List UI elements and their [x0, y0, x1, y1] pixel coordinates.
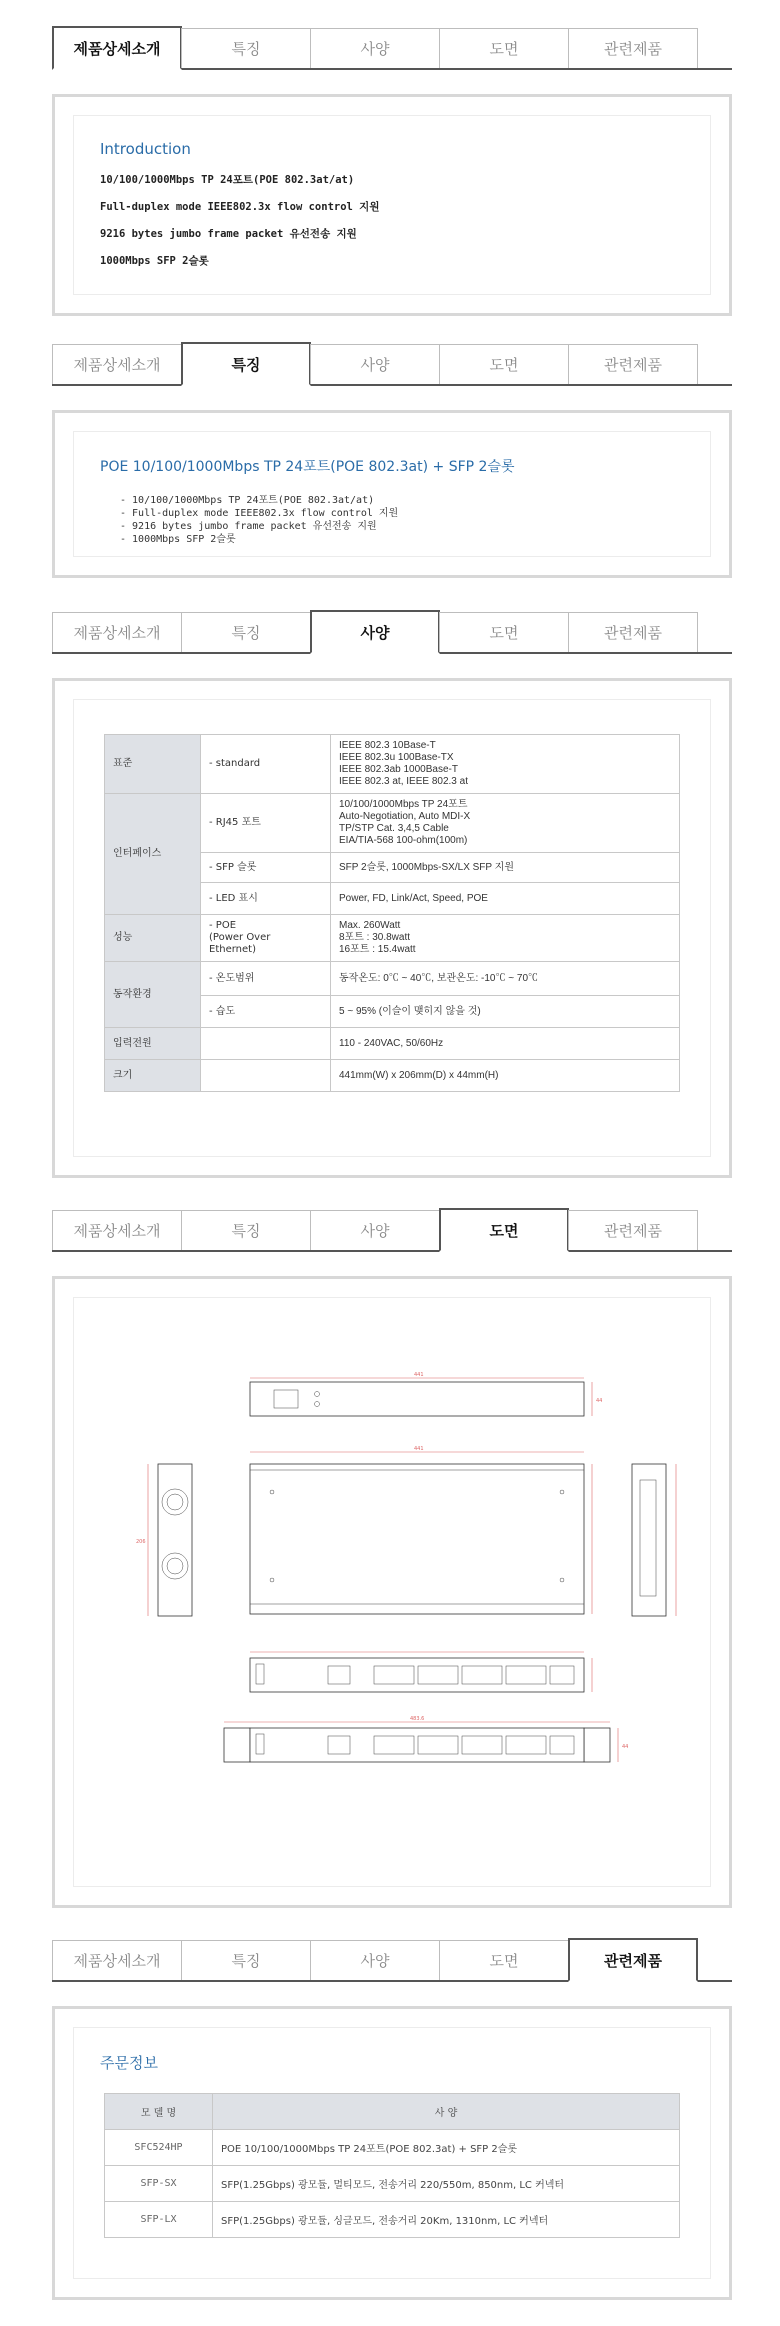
model-name: SFP-LX — [105, 2202, 213, 2238]
table-row — [105, 2166, 680, 2202]
intro-box — [52, 94, 732, 316]
spec-subcategory: - 습도 — [201, 996, 331, 1028]
spec-subcategory: - RJ45 포트 — [201, 794, 331, 853]
intro-line: 9216 bytes jumbo frame packet 유선전송 지원 — [100, 228, 357, 240]
column-header: 모 델 명 — [105, 2094, 213, 2130]
spec-row — [105, 735, 680, 794]
spec-value: 441mm(W) x 206mm(D) x 44mm(H) — [331, 1060, 680, 1092]
tab-bar — [52, 612, 732, 654]
tab-related-products[interactable]: 관련제품 — [568, 1210, 698, 1250]
dim-label: 441 — [414, 1372, 424, 1378]
tab-specs[interactable]: 사양 — [310, 28, 440, 68]
intro-line: Full-duplex mode IEEE802.3x flow control 지원 — [100, 201, 380, 213]
spec-row — [105, 962, 680, 996]
spec-value: 5 ~ 95% (이슬이 맺히지 않을 것) — [331, 996, 680, 1028]
tab-related-products[interactable]: 관련제품 — [568, 612, 698, 652]
spec-value-line: EIA/TIA-568 100-ohm(100m) — [339, 835, 468, 846]
tab-drawing[interactable]: 도면 — [439, 1940, 569, 1980]
tab-product-detail[interactable]: 제품상세소개 — [52, 1210, 182, 1250]
model-spec: POE 10/100/1000Mbps TP 24포트(POE 802.3at) + SFP 2슬롯 — [213, 2130, 680, 2166]
spec-category: 입력전원 — [105, 1028, 201, 1060]
drawing-box — [52, 1276, 732, 1908]
right-side-drawing — [632, 1464, 676, 1616]
dim-label: 206 — [136, 1539, 146, 1545]
technical-drawing — [74, 1298, 710, 1886]
tab-bar — [52, 28, 732, 70]
dim-label: 441 — [414, 1446, 424, 1452]
order-table — [104, 2093, 680, 2238]
section-features — [52, 344, 732, 578]
tab-bar — [52, 344, 732, 386]
tab-related-products[interactable]: 관련제품 — [568, 1938, 698, 1982]
spec-row — [105, 794, 680, 853]
tab-specs[interactable]: 사양 — [310, 610, 440, 654]
section-specs — [52, 612, 732, 1178]
spec-value-line: IEEE 802.3 at, IEEE 802.3 at — [339, 776, 468, 787]
spec-value-line: Auto-Negotiation, Auto MDI-X — [339, 811, 471, 822]
spec-value-line: IEEE 802.3ab 1000Base-T — [339, 764, 458, 775]
intro-title: Introduction — [100, 140, 191, 158]
spec-value: 110 - 240VAC, 50/60Hz — [331, 1028, 680, 1060]
feature-item: - 1000Mbps SFP 2슬롯 — [120, 534, 236, 545]
spec-category: 표준 — [105, 735, 201, 794]
spec-value-line: 10/100/1000Mbps TP 24포트 — [339, 799, 468, 810]
spec-table — [104, 734, 680, 1092]
dim-label: 44 — [622, 1744, 629, 1750]
spec-subcategory: - LED 표시 — [201, 883, 331, 915]
feature-item: - 9216 bytes jumbo frame packet 유선전송 지원 — [120, 521, 377, 532]
spec-subcategory: - SFP 슬롯 — [201, 853, 331, 883]
table-row — [105, 2130, 680, 2166]
tab-features[interactable]: 특징 — [181, 342, 311, 386]
tab-drawing[interactable]: 도면 — [439, 28, 569, 68]
spec-category: 성능 — [105, 915, 201, 962]
section-drawing — [52, 1210, 732, 1908]
front-view-rack-drawing — [224, 1716, 628, 1762]
spec-value-line: Max. 260Watt — [339, 920, 401, 931]
tab-features[interactable]: 특징 — [181, 612, 311, 652]
tab-specs[interactable]: 사양 — [310, 1210, 440, 1250]
spec-value-line: 16포트 : 15.4watt — [339, 944, 416, 955]
section-related-products — [52, 1940, 732, 2300]
top-view-drawing — [250, 1446, 592, 1614]
tab-specs[interactable]: 사양 — [310, 1940, 440, 1980]
tab-features[interactable]: 특징 — [181, 1940, 311, 1980]
rear-view-drawing — [250, 1372, 602, 1416]
spec-row — [105, 1028, 680, 1060]
spec-value-line: IEEE 802.3 10Base-T — [339, 740, 436, 751]
spec-value — [331, 915, 680, 962]
tab-drawing[interactable]: 도면 — [439, 612, 569, 652]
spec-subcategory — [201, 1060, 331, 1092]
section-introduction — [52, 28, 732, 316]
order-title: 주문정보 — [100, 2054, 158, 2072]
spec-subcategory — [201, 1028, 331, 1060]
spec-value: Power, FD, Link/Act, Speed, POE — [331, 883, 680, 915]
tab-specs[interactable]: 사양 — [310, 344, 440, 384]
tab-bar — [52, 1940, 732, 1982]
spec-subcategory: - 온도범위 — [201, 962, 331, 996]
spec-value-line: TP/STP Cat. 3,4,5 Cable — [339, 823, 449, 834]
spec-value: SFP 2슬롯, 1000Mbps-SX/LX SFP 지원 — [331, 853, 680, 883]
model-spec: SFP(1.25Gbps) 광모듈, 멀티모드, 전송거리 220/550m, 850nm, LC 커넥터 — [213, 2166, 680, 2202]
tab-product-detail[interactable]: 제품상세소개 — [52, 26, 182, 70]
spec-value-line: 8포트 : 30.8watt — [339, 932, 411, 943]
tab-related-products[interactable]: 관련제품 — [568, 344, 698, 384]
order-box — [52, 2006, 732, 2300]
specs-box — [52, 678, 732, 1178]
front-view-drawing — [250, 1652, 592, 1692]
column-header: 사 양 — [213, 2094, 680, 2130]
intro-line: 1000Mbps SFP 2슬롯 — [100, 255, 209, 267]
order-header-row — [105, 2094, 680, 2130]
spec-category: 동작환경 — [105, 962, 201, 1028]
dim-label: 483.6 — [410, 1716, 425, 1722]
table-row — [105, 2202, 680, 2238]
tab-drawing[interactable]: 도면 — [439, 1208, 569, 1252]
tab-drawing[interactable]: 도면 — [439, 344, 569, 384]
tab-product-detail[interactable]: 제품상세소개 — [52, 612, 182, 652]
tab-features[interactable]: 특징 — [181, 28, 311, 68]
model-name: SFC524HP — [105, 2130, 213, 2166]
spec-value-line: IEEE 802.3u 100Base-TX — [339, 752, 454, 763]
spec-category: 크기 — [105, 1060, 201, 1092]
feature-item: - Full-duplex mode IEEE802.3x flow control 지원 — [120, 508, 399, 519]
spec-value: 동작온도: 0℃ ~ 40℃, 보관온도: -10℃ ~ 70℃ — [331, 962, 680, 996]
spec-value — [331, 735, 680, 794]
dim-label: 44 — [596, 1398, 603, 1404]
tab-product-detail[interactable]: 제품상세소개 — [52, 1940, 182, 1980]
spec-row — [105, 915, 680, 962]
spec-subcategory: - standard — [201, 735, 331, 794]
spec-row — [105, 1060, 680, 1092]
features-box — [52, 410, 732, 578]
model-spec: SFP(1.25Gbps) 광모듈, 싱글모드, 전송거리 20Km, 1310nm, LC 커넥터 — [213, 2202, 680, 2238]
tab-features[interactable]: 특징 — [181, 1210, 311, 1250]
tab-bar — [52, 1210, 732, 1252]
features-title: POE 10/100/1000Mbps TP 24포트(POE 802.3at) + SFP 2슬롯 — [100, 459, 515, 475]
spec-value — [331, 794, 680, 853]
tab-related-products[interactable]: 관련제품 — [568, 28, 698, 68]
model-name: SFP-SX — [105, 2166, 213, 2202]
intro-line: 10/100/1000Mbps TP 24포트(POE 802.3at/at) — [100, 174, 355, 186]
tab-product-detail[interactable]: 제품상세소개 — [52, 344, 182, 384]
spec-subcategory: - POE (Power Over Ethernet) — [201, 915, 331, 962]
spec-category: 인터페이스 — [105, 794, 201, 915]
left-side-drawing — [136, 1464, 192, 1616]
feature-item: - 10/100/1000Mbps TP 24포트(POE 802.3at/at) — [120, 495, 375, 506]
